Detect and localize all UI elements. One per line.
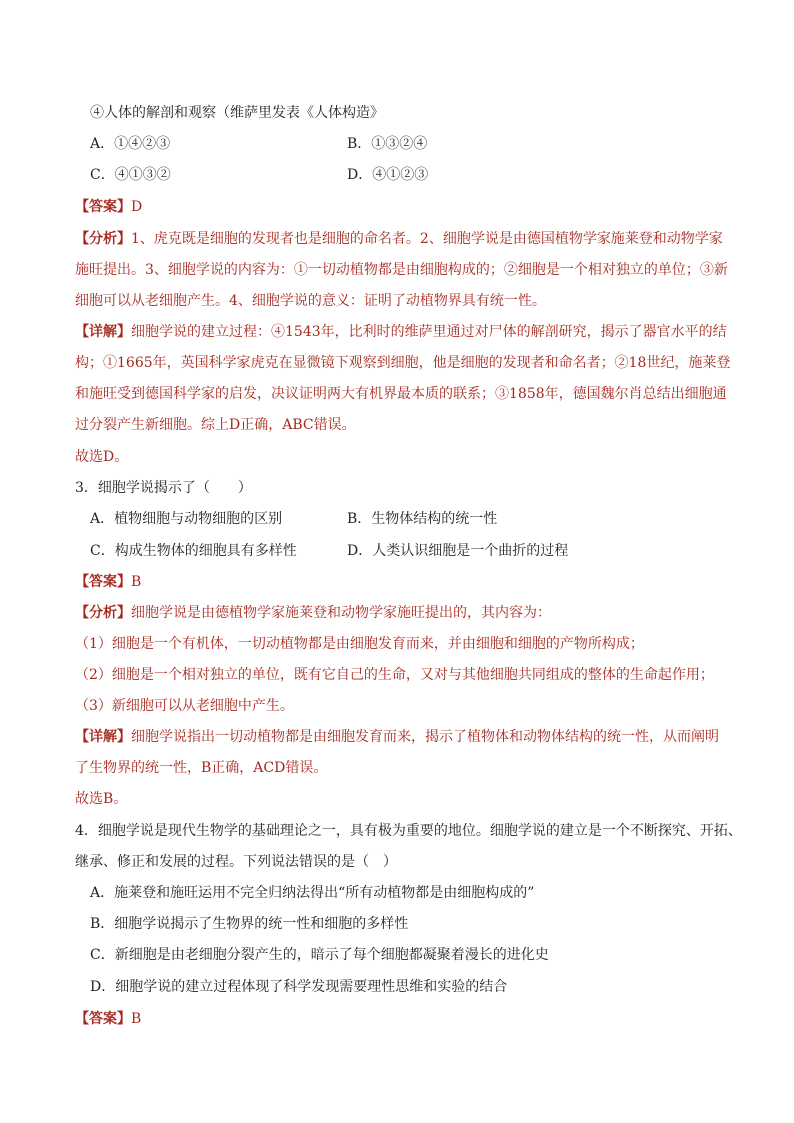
q3-option-b: B．生物体结构的统一性 <box>347 511 498 527</box>
answer-value: B <box>131 1011 142 1027</box>
answer-tag: 【答案】 <box>75 199 131 215</box>
q4-stem-line-1: 4．细胞学说是现代生物学的基础理论之一，具有极为重要的地位。细胞学说的建立是一个不断探究、开拓、 <box>75 823 742 839</box>
q2-stem-item-4: ④人体的解剖和观察（维萨里发表《人体构造》 <box>90 105 384 121</box>
q2-option-b: B．①③②④ <box>347 136 428 152</box>
q3-analysis-line-3: （2）细胞是一个相对独立的单位，既有它自己的生命，又对与其他细胞共同组成的整体的生命起作用； <box>75 667 714 683</box>
q2-option-c: C．④①③② <box>90 167 171 183</box>
answer-tag: 【答案】 <box>75 1011 131 1027</box>
detail-tag: 【详解】 <box>75 324 131 340</box>
detail-text: 细胞学说指出一切动植物都是由细胞发育而来，揭示了植物体和动物体结构的统一性，从而阐明 <box>131 729 719 745</box>
q2-detail-line-3: 和施旺受到德国科学家的启发，决议证明两大有机界最本质的联系；③1858年，德国魏尔肖总结出细胞通 <box>75 386 727 402</box>
q2-analysis-line-1 <box>75 229 723 249</box>
answer-value: D <box>131 199 143 215</box>
detail-text: 细胞学说的建立过程：④1543年，比利时的维萨里通过对尸体的解剖研究，揭示了器官水平的结 <box>131 324 727 340</box>
q2-conclusion: 故选D。 <box>75 449 129 465</box>
q4-option-d: D．细胞学说的建立过程体现了科学发现需要理性思维和实验的结合 <box>90 979 508 995</box>
q3-option-a: A．植物细胞与动物细胞的区别 <box>90 511 283 527</box>
analysis-tag: 【分析】 <box>75 231 131 247</box>
analysis-text: 细胞学说是由德植物学家施莱登和动物学家施旺提出的，其内容为： <box>131 605 551 621</box>
q3-analysis-line-4: （3）新细胞可以从老细胞中产生。 <box>75 698 294 714</box>
q2-option-a: A．①④②③ <box>90 136 171 152</box>
q4-option-b: B．细胞学说揭示了生物界的统一性和细胞的多样性 <box>90 916 409 932</box>
q3-detail-line-1 <box>75 727 719 747</box>
answer-tag: 【答案】 <box>75 574 131 590</box>
q2-analysis-line-3: 细胞可以从老细胞产生。4、细胞学说的意义：证明了动植物界具有统一性。 <box>75 293 546 309</box>
q2-option-d: D．④①②③ <box>347 167 429 183</box>
detail-tag: 【详解】 <box>75 729 131 745</box>
q3-detail-line-2: 了生物界的统一性，B正确，ACD错误。 <box>75 760 328 776</box>
q4-stem-line-2: 继承、修正和发展的过程。下列说法错误的是（ ） <box>75 854 397 870</box>
q2-detail-line-1 <box>75 322 727 342</box>
analysis-tag: 【分析】 <box>75 605 131 621</box>
q3-stem: 3．细胞学说揭示了（ ） <box>75 480 252 496</box>
q3-analysis-line-2: （1）细胞是一个有机体，一切动植物都是由细胞发育而来，并由细胞和细胞的产物所构成； <box>75 636 644 652</box>
q3-option-d: D．人类认识细胞是一个曲折的过程 <box>347 543 569 559</box>
answer-value: B <box>131 574 142 590</box>
q2-analysis-line-2: 施旺提出。3、细胞学说的内容为：①一切动植物都是由细胞构成的；②细胞是一个相对独立的单位；③新 <box>75 262 728 278</box>
q2-answer <box>75 197 715 217</box>
q3-option-c: C．构成生物体的细胞具有多样性 <box>90 543 297 559</box>
q2-detail-line-2: 构；①1665年，英国科学家虎克在显微镜下观察到细胞，他是细胞的发现者和命名者；②18世纪，施莱登 <box>75 355 731 371</box>
q3-conclusion: 故选B。 <box>75 791 128 807</box>
q4-answer <box>75 1009 715 1029</box>
q3-answer <box>75 572 715 592</box>
q4-option-c: C．新细胞是由老细胞分裂产生的，暗示了每个细胞都凝聚着漫长的进化史 <box>90 947 549 963</box>
q4-option-a: A．施莱登和施旺运用不完全归纳法得出“所有动植物都是由细胞构成的” <box>90 885 535 901</box>
q3-analysis-line-1 <box>75 603 715 623</box>
q2-detail-line-4: 过分裂产生新细胞。综上D正确，ABC错误。 <box>75 417 356 433</box>
analysis-text: 1、虎克既是细胞的发现者也是细胞的命名者。2、细胞学说是由德国植物学家施莱登和动物学家 <box>131 231 723 247</box>
